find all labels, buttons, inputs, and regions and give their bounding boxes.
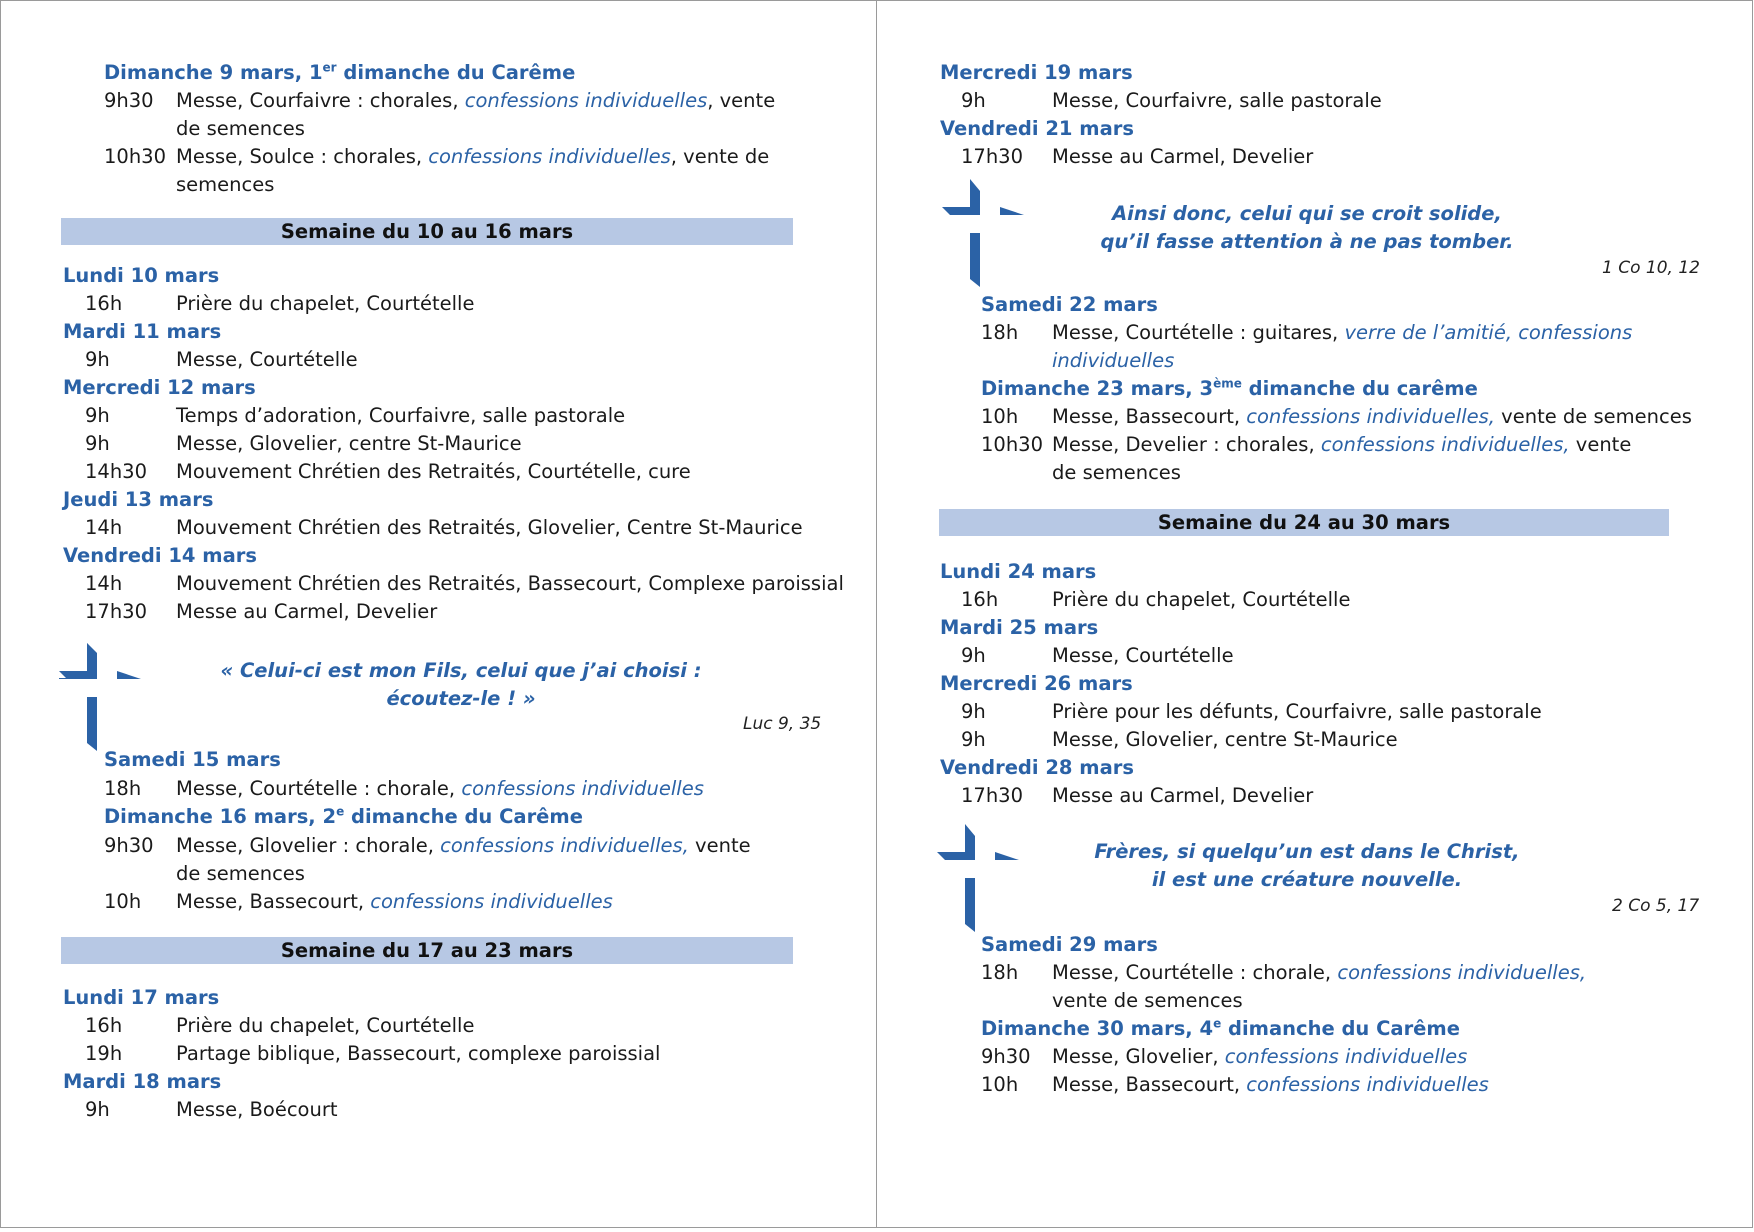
- event-time: 9h30: [104, 89, 154, 112]
- event-time: 14h: [85, 516, 123, 539]
- day-heading: Dimanche 16 mars, 2e dimanche du Carême: [104, 804, 583, 828]
- event-text: Partage biblique, Bassecourt, complexe paroissial: [176, 1042, 661, 1065]
- day-heading: Dimanche 30 mars, 4e dimanche du Carême: [981, 1016, 1460, 1040]
- event-time: 14h: [85, 572, 123, 595]
- day-heading: Samedi 15 mars: [104, 748, 281, 771]
- event-text: Messe au Carmel, Develier: [1052, 145, 1314, 168]
- event-time: 9h: [961, 728, 986, 751]
- event-text: Messe, Glovelier : chorale, confessions individuelles, vente de semences: [176, 834, 751, 885]
- bible-reference: 1 Co 10, 12: [1602, 258, 1700, 278]
- bible-quote: Frères, si quelqu’un est dans le Christ, il est une créature nouvelle.: [1094, 840, 1520, 891]
- day-heading: Lundi 24 mars: [940, 560, 1097, 583]
- day-heading: Vendredi 14 mars: [63, 544, 257, 567]
- event-time: 17h30: [85, 600, 147, 623]
- event-text: Mouvement Chrétien des Retraités, Courtételle, cure: [176, 460, 691, 483]
- event-time: 9h: [85, 432, 110, 455]
- event-time: 10h30: [981, 433, 1043, 456]
- event-text: Prière pour les défunts, Courfaivre, salle pastorale: [1052, 700, 1542, 723]
- event-time: 10h: [981, 1073, 1019, 1096]
- event-time: 10h: [981, 405, 1019, 428]
- event-text: Mouvement Chrétien des Retraités, Bassecourt, Complexe paroissial: [176, 572, 844, 595]
- day-heading: Samedi 22 mars: [981, 293, 1158, 316]
- day-heading: Lundi 10 mars: [63, 264, 220, 287]
- event-text: Messe au Carmel, Develier: [1052, 784, 1314, 807]
- day-heading: Mercredi 19 mars: [940, 61, 1133, 84]
- event-time: 18h: [981, 961, 1019, 984]
- day-heading: Dimanche 9 mars, 1er dimanche du Carême: [104, 60, 576, 84]
- day-heading: Mercredi 26 mars: [940, 672, 1133, 695]
- cross-icon: [942, 179, 1032, 289]
- event-time: 16h: [85, 1014, 123, 1037]
- event-text: Messe, Soulce : chorales, confessions individuelles, vente de semences: [176, 145, 770, 196]
- event-text: Messe au Carmel, Develier: [176, 600, 438, 623]
- event-text: Messe, Courtételle: [176, 348, 358, 371]
- event-time: 9h: [85, 348, 110, 371]
- event-time: 16h: [961, 588, 999, 611]
- cross-icon: [59, 643, 149, 753]
- bible-quote: Ainsi donc, celui qui se croit solide, qu’il fasse attention à ne pas tomber.: [1100, 202, 1514, 253]
- event-time: 14h30: [85, 460, 147, 483]
- event-time: 17h30: [961, 145, 1023, 168]
- event-time: 9h: [961, 89, 986, 112]
- event-time: 9h: [85, 404, 110, 427]
- event-text: Messe, Courtételle : guitares, verre de l’amitié, confessions individuelles: [1052, 321, 1633, 372]
- left-page: [0, 0, 878, 1228]
- event-text: Messe, Bassecourt, confessions individuelles, vente de semences: [1052, 405, 1692, 428]
- day-heading: Mardi 18 mars: [63, 1070, 222, 1093]
- day-heading: Vendredi 21 mars: [940, 117, 1134, 140]
- event-time: 18h: [104, 777, 142, 800]
- event-text: Temps d’adoration, Courfaivre, salle pastorale: [176, 404, 626, 427]
- event-text: Messe, Courtételle : chorale, confessions individuelles, vente de semences: [1052, 961, 1587, 1012]
- event-text: Messe, Courtételle: [1052, 644, 1234, 667]
- event-text: Messe, Glovelier, confessions individuelles: [1052, 1045, 1468, 1068]
- event-time: 9h30: [104, 834, 154, 857]
- event-text: Messe, Bassecourt, confessions individuelles: [176, 890, 613, 913]
- bible-reference: Luc 9, 35: [743, 714, 822, 734]
- event-time: 10h30: [104, 145, 166, 168]
- event-time: 9h: [961, 644, 986, 667]
- day-heading: Mardi 11 mars: [63, 320, 222, 343]
- event-text: Messe, Courfaivre : chorales, confessions individuelles, vente de semences: [176, 89, 776, 140]
- day-heading: Vendredi 28 mars: [940, 756, 1134, 779]
- day-heading: Lundi 17 mars: [63, 986, 220, 1009]
- day-heading: Samedi 29 mars: [981, 933, 1158, 956]
- week-header: Semaine du 10 au 16 mars: [61, 218, 793, 245]
- event-text: Messe, Courfaivre, salle pastorale: [1052, 89, 1382, 112]
- week-header: Semaine du 17 au 23 mars: [61, 937, 793, 964]
- event-text: Mouvement Chrétien des Retraités, Glovelier, Centre St-Maurice: [176, 516, 803, 539]
- bible-quote: « Celui-ci est mon Fils, celui que j’ai choisi : écoutez-le ! »: [220, 659, 702, 710]
- event-time: 9h30: [981, 1045, 1031, 1068]
- right-page: [876, 0, 1753, 1228]
- event-time: 9h: [961, 700, 986, 723]
- bible-reference: 2 Co 5, 17: [1612, 896, 1700, 916]
- event-time: 18h: [981, 321, 1019, 344]
- event-time: 17h30: [961, 784, 1023, 807]
- event-text: Messe, Boécourt: [176, 1098, 338, 1121]
- day-heading: Dimanche 23 mars, 3ème dimanche du carême: [981, 376, 1478, 400]
- event-time: 19h: [85, 1042, 123, 1065]
- event-text: Messe, Glovelier, centre St-Maurice: [1052, 728, 1398, 751]
- cross-icon: [937, 824, 1027, 934]
- event-time: 16h: [85, 292, 123, 315]
- event-text: Prière du chapelet, Courtételle: [176, 292, 475, 315]
- event-time: 10h: [104, 890, 142, 913]
- event-time: 9h: [85, 1098, 110, 1121]
- event-text: Prière du chapelet, Courtételle: [1052, 588, 1351, 611]
- event-text: Messe, Develier : chorales, confessions individuelles, vente de semences: [1052, 433, 1632, 484]
- event-text: Messe, Glovelier, centre St-Maurice: [176, 432, 522, 455]
- day-heading: Mercredi 12 mars: [63, 376, 256, 399]
- day-heading: Jeudi 13 mars: [63, 488, 214, 511]
- day-heading: Mardi 25 mars: [940, 616, 1099, 639]
- week-header: Semaine du 24 au 30 mars: [939, 509, 1669, 536]
- event-text: Messe, Courtételle : chorale, confessions individuelles: [176, 777, 704, 800]
- event-text: Prière du chapelet, Courtételle: [176, 1014, 475, 1037]
- event-text: Messe, Bassecourt, confessions individuelles: [1052, 1073, 1489, 1096]
